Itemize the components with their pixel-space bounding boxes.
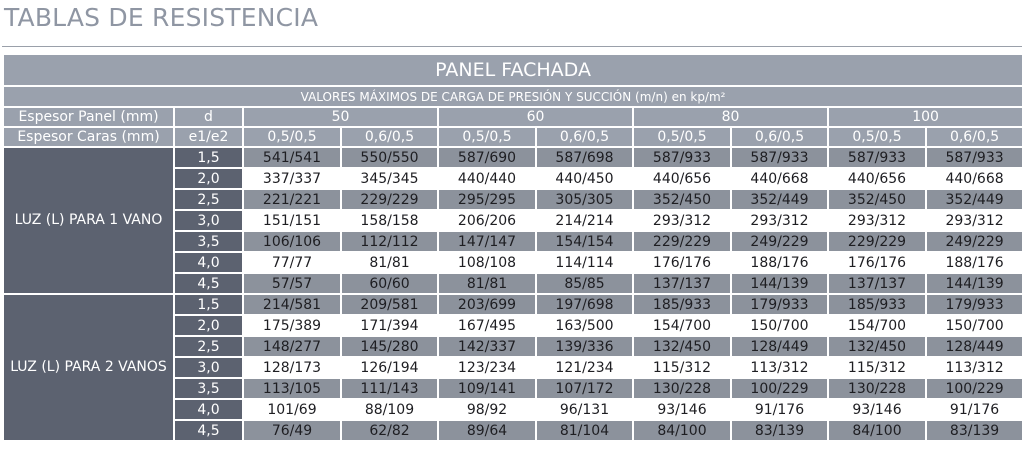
load-value-cell: 76/49: [243, 420, 341, 441]
table-title: PANEL FACHADA: [3, 54, 1023, 86]
load-value-cell: 112/112: [341, 231, 438, 252]
load-value-cell: 541/541: [243, 147, 341, 168]
load-value-cell: 89/64: [438, 420, 536, 441]
face-thickness-header-row: [3, 127, 1023, 147]
d-value: 4,0: [174, 252, 243, 273]
load-value-cell: 142/337: [438, 336, 536, 357]
load-value-cell: 130/228: [828, 378, 926, 399]
load-value-cell: 550/550: [341, 147, 438, 168]
face-thickness-value: 0,6/0,5: [731, 127, 828, 147]
face-thickness-value: 0,6/0,5: [926, 127, 1023, 147]
load-value-cell: 57/57: [243, 273, 341, 294]
load-value-cell: 123/234: [438, 357, 536, 378]
face-thickness-value: 0,6/0,5: [536, 127, 633, 147]
title-divider: [2, 46, 1022, 47]
load-value-cell: 587/698: [536, 147, 633, 168]
load-value-cell: 188/176: [926, 252, 1023, 273]
load-value-cell: 107/172: [536, 378, 633, 399]
load-value-cell: 305/305: [536, 189, 633, 210]
load-value-cell: 60/60: [341, 273, 438, 294]
load-value-cell: 249/229: [731, 231, 828, 252]
load-value-cell: 587/690: [438, 147, 536, 168]
load-value-cell: 197/698: [536, 294, 633, 315]
load-value-cell: 295/295: [438, 189, 536, 210]
d-value: 1,5: [174, 147, 243, 168]
load-value-cell: 115/312: [633, 357, 731, 378]
load-value-cell: 229/229: [633, 231, 731, 252]
load-value-cell: 114/114: [536, 252, 633, 273]
face-thickness-value: 0,5/0,5: [243, 127, 341, 147]
table-row: [3, 147, 1023, 168]
load-value-cell: 106/106: [243, 231, 341, 252]
d-value: 2,0: [174, 168, 243, 189]
load-value-cell: 84/100: [828, 420, 926, 441]
load-value-cell: 91/176: [926, 399, 1023, 420]
load-value-cell: 154/700: [828, 315, 926, 336]
page-title: TABLAS DE RESISTENCIA: [4, 3, 319, 32]
table-subtitle: VALORES MÁXIMOS DE CARGA DE PRESIÓN Y SUCCIÓN (m/n) en kp/m²: [3, 86, 1023, 107]
load-value-cell: 440/668: [731, 168, 828, 189]
span-group-label: LUZ (L) PARA 2 VANOS: [3, 294, 174, 441]
load-value-cell: 77/77: [243, 252, 341, 273]
d-value: 1,5: [174, 294, 243, 315]
face-thickness-value: 0,5/0,5: [633, 127, 731, 147]
load-value-cell: 100/229: [731, 378, 828, 399]
load-value-cell: 154/700: [633, 315, 731, 336]
load-value-cell: 145/280: [341, 336, 438, 357]
load-value-cell: 337/337: [243, 168, 341, 189]
load-value-cell: 440/450: [536, 168, 633, 189]
panel-thickness-80: 80: [633, 107, 828, 127]
d-value: 2,5: [174, 336, 243, 357]
span-group-label: LUZ (L) PARA 1 VANO: [3, 147, 174, 294]
panel-thickness-50: 50: [243, 107, 438, 127]
load-value-cell: 293/312: [828, 210, 926, 231]
load-value-cell: 249/229: [926, 231, 1023, 252]
load-value-cell: 128/173: [243, 357, 341, 378]
load-value-cell: 81/81: [341, 252, 438, 273]
load-value-cell: 113/312: [926, 357, 1023, 378]
load-value-cell: 163/500: [536, 315, 633, 336]
load-value-cell: 91/176: [731, 399, 828, 420]
resistance-table: [2, 53, 1024, 442]
d-value: 4,5: [174, 273, 243, 294]
d-value: 3,0: [174, 210, 243, 231]
load-value-cell: 137/137: [828, 273, 926, 294]
load-value-cell: 345/345: [341, 168, 438, 189]
load-value-cell: 352/450: [633, 189, 731, 210]
load-value-cell: 587/933: [828, 147, 926, 168]
load-value-cell: 440/656: [633, 168, 731, 189]
load-value-cell: 352/449: [731, 189, 828, 210]
load-value-cell: 83/139: [926, 420, 1023, 441]
load-value-cell: 221/221: [243, 189, 341, 210]
load-value-cell: 147/147: [438, 231, 536, 252]
load-value-cell: 144/139: [926, 273, 1023, 294]
load-value-cell: 229/229: [828, 231, 926, 252]
load-value-cell: 203/699: [438, 294, 536, 315]
load-value-cell: 206/206: [438, 210, 536, 231]
d-value: 2,0: [174, 315, 243, 336]
load-value-cell: 81/104: [536, 420, 633, 441]
load-value-cell: 88/109: [341, 399, 438, 420]
load-value-cell: 176/176: [828, 252, 926, 273]
load-value-cell: 587/933: [731, 147, 828, 168]
load-value-cell: 132/450: [828, 336, 926, 357]
load-value-cell: 167/495: [438, 315, 536, 336]
face-thickness-value: 0,5/0,5: [438, 127, 536, 147]
table-body: [3, 147, 1023, 441]
load-value-cell: 139/336: [536, 336, 633, 357]
face-thickness-value: 0,6/0,5: [341, 127, 438, 147]
load-value-cell: 293/312: [926, 210, 1023, 231]
load-value-cell: 179/933: [731, 294, 828, 315]
load-value-cell: 151/151: [243, 210, 341, 231]
load-value-cell: 229/229: [341, 189, 438, 210]
load-value-cell: 93/146: [633, 399, 731, 420]
e1e2-header: e1/e2: [174, 127, 243, 147]
load-value-cell: 113/312: [731, 357, 828, 378]
load-value-cell: 108/108: [438, 252, 536, 273]
load-value-cell: 130/228: [633, 378, 731, 399]
load-value-cell: 100/229: [926, 378, 1023, 399]
load-value-cell: 293/312: [731, 210, 828, 231]
table-row: [3, 294, 1023, 315]
d-value: 2,5: [174, 189, 243, 210]
load-value-cell: 158/158: [341, 210, 438, 231]
d-header: d: [174, 107, 243, 127]
load-value-cell: 185/933: [633, 294, 731, 315]
load-value-cell: 111/143: [341, 378, 438, 399]
load-value-cell: 115/312: [828, 357, 926, 378]
load-value-cell: 96/131: [536, 399, 633, 420]
load-value-cell: 121/234: [536, 357, 633, 378]
load-value-cell: 176/176: [633, 252, 731, 273]
load-value-cell: 440/656: [828, 168, 926, 189]
load-value-cell: 179/933: [926, 294, 1023, 315]
load-value-cell: 352/449: [926, 189, 1023, 210]
load-value-cell: 150/700: [731, 315, 828, 336]
load-value-cell: 188/176: [731, 252, 828, 273]
load-value-cell: 440/440: [438, 168, 536, 189]
load-value-cell: 214/581: [243, 294, 341, 315]
load-value-cell: 175/389: [243, 315, 341, 336]
load-value-cell: 98/92: [438, 399, 536, 420]
load-value-cell: 126/194: [341, 357, 438, 378]
panel-thickness-header-row: [3, 107, 1023, 127]
load-value-cell: 293/312: [633, 210, 731, 231]
load-value-cell: 587/933: [926, 147, 1023, 168]
d-value: 4,5: [174, 420, 243, 441]
load-value-cell: 171/394: [341, 315, 438, 336]
load-value-cell: 101/69: [243, 399, 341, 420]
load-value-cell: 352/450: [828, 189, 926, 210]
load-value-cell: 109/141: [438, 378, 536, 399]
d-value: 3,5: [174, 231, 243, 252]
load-value-cell: 128/449: [926, 336, 1023, 357]
load-value-cell: 154/154: [536, 231, 633, 252]
load-value-cell: 148/277: [243, 336, 341, 357]
load-value-cell: 83/139: [731, 420, 828, 441]
panel-thickness-100: 100: [828, 107, 1023, 127]
panel-thickness-label: Espesor Panel (mm): [3, 107, 174, 127]
load-value-cell: 62/82: [341, 420, 438, 441]
load-value-cell: 81/81: [438, 273, 536, 294]
load-value-cell: 150/700: [926, 315, 1023, 336]
load-value-cell: 93/146: [828, 399, 926, 420]
load-value-cell: 440/668: [926, 168, 1023, 189]
d-value: 4,0: [174, 399, 243, 420]
load-value-cell: 587/933: [633, 147, 731, 168]
load-value-cell: 137/137: [633, 273, 731, 294]
load-value-cell: 128/449: [731, 336, 828, 357]
load-value-cell: 214/214: [536, 210, 633, 231]
load-value-cell: 209/581: [341, 294, 438, 315]
load-value-cell: 113/105: [243, 378, 341, 399]
load-value-cell: 85/85: [536, 273, 633, 294]
load-value-cell: 185/933: [828, 294, 926, 315]
d-value: 3,5: [174, 378, 243, 399]
panel-thickness-60: 60: [438, 107, 633, 127]
d-value: 3,0: [174, 357, 243, 378]
load-value-cell: 132/450: [633, 336, 731, 357]
face-thickness-label: Espesor Caras (mm): [3, 127, 174, 147]
face-thickness-value: 0,5/0,5: [828, 127, 926, 147]
load-value-cell: 84/100: [633, 420, 731, 441]
load-value-cell: 144/139: [731, 273, 828, 294]
